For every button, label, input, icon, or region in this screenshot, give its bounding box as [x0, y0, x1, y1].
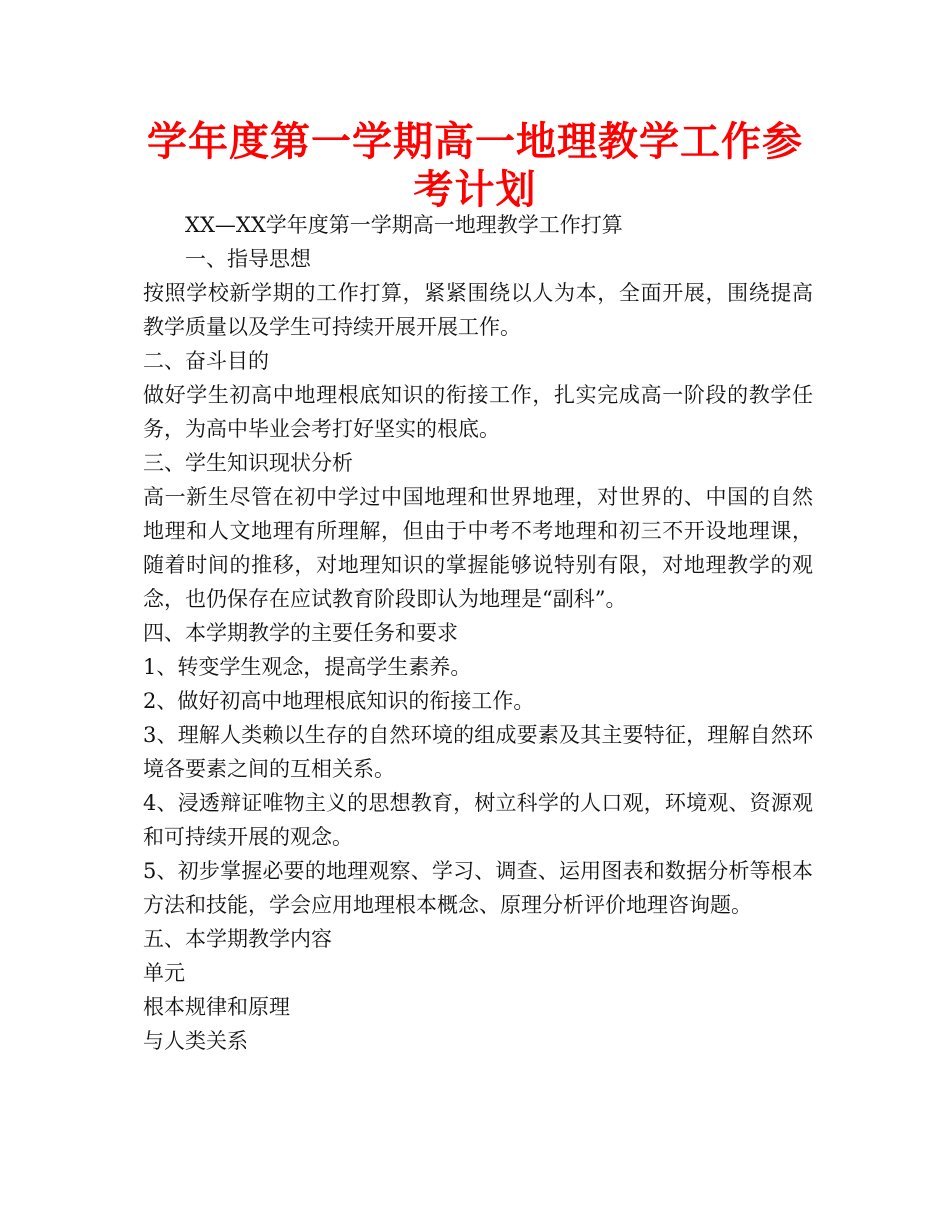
list-item: 2、做好初高中地理根底知识的衔接工作。	[143, 689, 535, 713]
subtitle-paragraph: XX—XX学年度第一学期高一地理教学工作打算	[185, 213, 623, 237]
paragraph: 按照学校新学期的工作打算，紧紧围绕以人为本，全面开展，围绕提高教学质量以及学生可持续开展开展工作。	[143, 281, 813, 339]
section-heading-guiding-thought: 一、指导思想	[185, 247, 311, 271]
list-item: 5、初步掌握必要的地理观察、学习、调查、运用图表和数据分析等根本方法和技能，学会应用地理根本概念、原理分析评价地理咨询题。	[143, 859, 813, 917]
section-heading-goals: 二、奋斗目的	[143, 349, 269, 373]
table-label-unit: 单元	[143, 961, 185, 985]
section-heading-content: 五、本学期教学内容	[143, 927, 332, 951]
paragraph: 高一新生尽管在初中学过中国地理和世界地理，对世界的、中国的自然地理和人文地理有所理解，但由于中考不考地理和初三不开设地理课，随着时间的推移，对地理知识的掌握能够说特别有限，对地理教学的观念，也仍保存在应试教育阶段即认为地理是“副科”。	[143, 485, 813, 611]
section-heading-student-analysis: 三、学生知识现状分析	[143, 451, 353, 475]
document-body	[143, 208, 813, 1058]
paragraph: 做好学生初高中地理根底知识的衔接工作，扎实完成高一阶段的教学任务，为高中毕业会考打好坚实的根底。	[143, 383, 813, 441]
list-item: 1、转变学生观念，提高学生素养。	[143, 655, 472, 679]
list-item: 3、理解人类赖以生存的自然环境的组成要素及其主要特征，理解自然环境各要素之间的互相关系。	[143, 723, 813, 781]
document-title: 学年度第一学期高一地理教学工作参考计划	[147, 118, 803, 213]
list-item: 4、浸透辩证唯物主义的思想教育，树立科学的人口观，环境观、资源观和可持续开展的观念。	[143, 791, 813, 849]
table-label-human-relation: 与人类关系	[143, 1029, 248, 1053]
section-heading-tasks: 四、本学期教学的主要任务和要求	[143, 621, 458, 645]
table-label-principles: 根本规律和原理	[143, 995, 290, 1019]
